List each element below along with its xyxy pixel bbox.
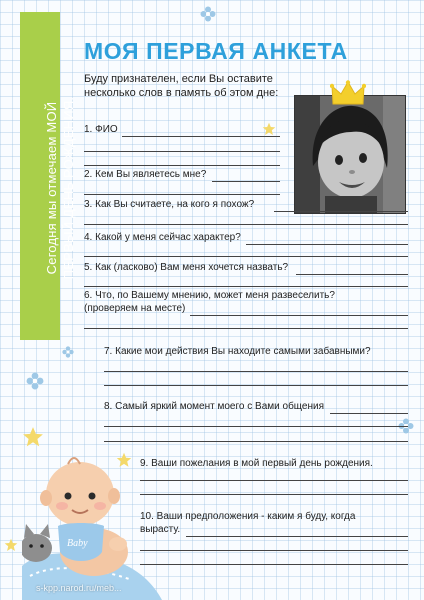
answer-line[interactable]	[122, 136, 280, 137]
question-2: 2. Кем Вы являетесь мне?	[84, 169, 207, 180]
answer-line[interactable]	[84, 224, 408, 225]
question-6: 6. Что, по Вашему мнению, может меня развеселить?	[84, 290, 335, 301]
star-icon	[262, 122, 276, 136]
answer-line[interactable]	[140, 480, 408, 481]
answer-line[interactable]	[84, 286, 408, 287]
banner-line-2: ПЕРВЫЙ ДЕНЬ РОЖДЕНИЯ.	[61, 96, 76, 280]
child-photo-illustration	[295, 96, 405, 213]
answer-line[interactable]	[84, 256, 408, 257]
answer-line[interactable]	[330, 413, 408, 414]
question-8: 8. Самый яркий момент моего с Вами общения	[104, 401, 324, 412]
answer-line[interactable]	[84, 194, 280, 195]
answer-line[interactable]	[296, 274, 408, 275]
question-6-note: (проверяем на месте)	[84, 303, 186, 314]
question-7: 7. Какие мои действия Вы находите самыми забавными?	[104, 346, 371, 357]
answer-line[interactable]	[186, 536, 408, 537]
page-title: МОЯ ПЕРВАЯ АНКЕТА	[84, 38, 348, 64]
crown-icon	[330, 80, 366, 108]
flower-icon	[200, 6, 216, 22]
answer-line[interactable]	[140, 550, 408, 551]
question-3: 3. Как Вы считаете, на кого я похож?	[84, 199, 255, 210]
bib-label: Baby	[67, 538, 88, 549]
question-5: 5. Как (ласково) Вам меня хочется назвать?	[84, 262, 289, 273]
answer-line[interactable]	[104, 426, 408, 427]
answer-line[interactable]	[246, 244, 408, 245]
star-icon	[4, 538, 18, 552]
question-9: 9. Ваши пожелания в мой первый день рождения.	[140, 458, 373, 469]
side-banner	[20, 12, 76, 340]
question-1: 1. ФИО	[84, 124, 118, 135]
question-10-note: вырасту.	[140, 524, 181, 535]
answer-line[interactable]	[140, 564, 408, 565]
answer-line[interactable]	[212, 181, 280, 182]
answer-line[interactable]	[84, 328, 408, 329]
question-10: 10. Ваши предположения - каким я буду, когда	[140, 511, 356, 522]
answer-line[interactable]	[84, 151, 280, 152]
baby-illustration	[22, 448, 162, 600]
answer-line[interactable]	[104, 441, 408, 442]
answer-line[interactable]	[140, 494, 408, 495]
answer-line[interactable]	[104, 385, 408, 386]
answer-line[interactable]	[190, 315, 408, 316]
question-4: 4. Какой у меня сейчас характер?	[84, 232, 241, 243]
intro-text: Буду признателен, если Вы оставите несколько слов в память об этом дне:	[84, 73, 279, 99]
answer-line[interactable]	[104, 371, 408, 372]
banner-line-1: Сегодня мы отмечаем МОЙ	[44, 101, 59, 275]
child-photo	[294, 95, 406, 214]
star-icon	[22, 426, 44, 448]
flower-icon	[62, 346, 74, 358]
flower-icon	[26, 372, 44, 390]
watermark: s-kpp.narod.ru/meb...	[36, 583, 122, 593]
answer-line[interactable]	[274, 211, 408, 212]
banner-text	[43, 28, 77, 348]
answer-line[interactable]	[84, 165, 280, 166]
